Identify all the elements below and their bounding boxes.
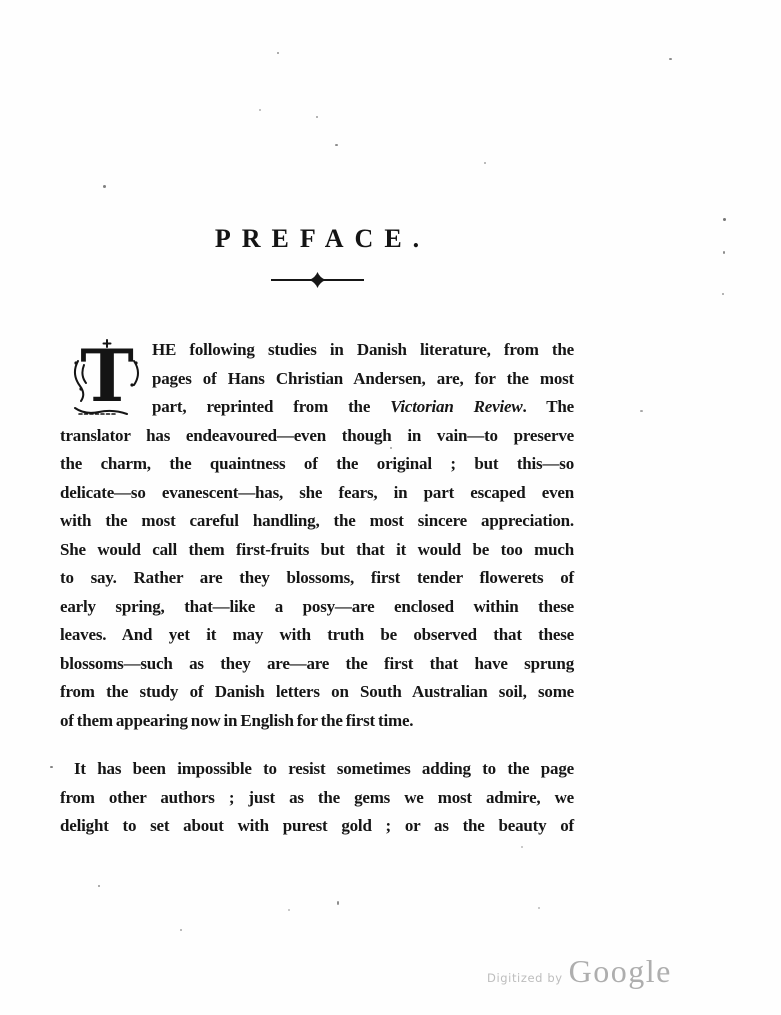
scan-speck <box>390 447 392 449</box>
scan-speck <box>538 907 540 909</box>
scan-speck <box>723 251 725 254</box>
scan-speck <box>103 185 106 188</box>
body-line: from the study of Danish letters on South Australian soil, some <box>60 682 574 701</box>
body-line: delicate—so evanescent—has, she fears, in part escaped even <box>60 482 574 502</box>
body-line: She would call them first-fruits but that it would be too much <box>60 539 574 559</box>
body-line: early spring, that—like a posy—are enclosed within these <box>60 596 574 616</box>
scan-speck <box>521 846 523 848</box>
scan-speck <box>722 293 724 295</box>
scan-speck <box>669 58 672 60</box>
body-text-segment: . The <box>522 397 574 416</box>
scan-speck <box>316 116 318 118</box>
body-line: to say. Rather are they blossoms, first tender flowerets of <box>60 568 574 587</box>
body-text-segment: part, reprinted from the <box>152 397 391 416</box>
body-line: the charm, the quaintness of the original ; but this—so <box>60 454 574 473</box>
body-line: blossoms—such as they are—are the first that have sprung <box>60 653 574 673</box>
scan-speck <box>259 109 261 111</box>
scan-speck <box>180 929 182 931</box>
body-line: from other authors ; just as the gems we most admire, we <box>60 787 574 807</box>
scan-speck <box>277 52 279 54</box>
digitized-by-watermark <box>487 953 672 990</box>
page-title: PREFACE. <box>214 224 431 253</box>
drop-cap-letter: T <box>80 339 134 417</box>
paragraph-2 <box>60 755 574 841</box>
body-line: leaves. And yet it may with truth be observed that these <box>60 625 574 644</box>
preface-body <box>60 336 574 841</box>
body-line: with the most careful handling, the most sincere appreciation. <box>60 511 574 530</box>
google-logo: Google <box>568 953 672 989</box>
ornamental-divider <box>270 272 365 288</box>
scan-speck <box>337 901 339 905</box>
body-line: It has been impossible to resist sometimes adding to the page <box>74 759 574 778</box>
body-line: translator has endeavoured—even though in vain—to preserve <box>60 425 574 445</box>
scan-speck <box>723 218 726 221</box>
scan-speck <box>640 410 643 412</box>
body-line: pages of Hans Christian Andersen, are, for the most <box>152 368 574 388</box>
scan-speck <box>288 909 290 911</box>
divider-rule-icon <box>270 272 365 288</box>
italic-title-victorian-review: Victorian Review <box>390 397 523 416</box>
scan-speck <box>50 766 53 768</box>
ornate-letter-icon <box>70 339 144 417</box>
body-line: delight to set about with purest gold ; or as the beauty of <box>60 816 574 835</box>
scan-speck <box>98 885 100 887</box>
scan-speck <box>335 144 338 146</box>
scan-speck <box>484 162 486 164</box>
body-line: of them appearing now in English for the first time. <box>60 710 414 730</box>
digitized-by-label: Digitized by <box>487 971 563 985</box>
drop-cap-initial <box>70 339 144 417</box>
paragraph-1 <box>60 336 574 735</box>
body-line: HE following studies in Danish literature, from the <box>152 340 574 359</box>
